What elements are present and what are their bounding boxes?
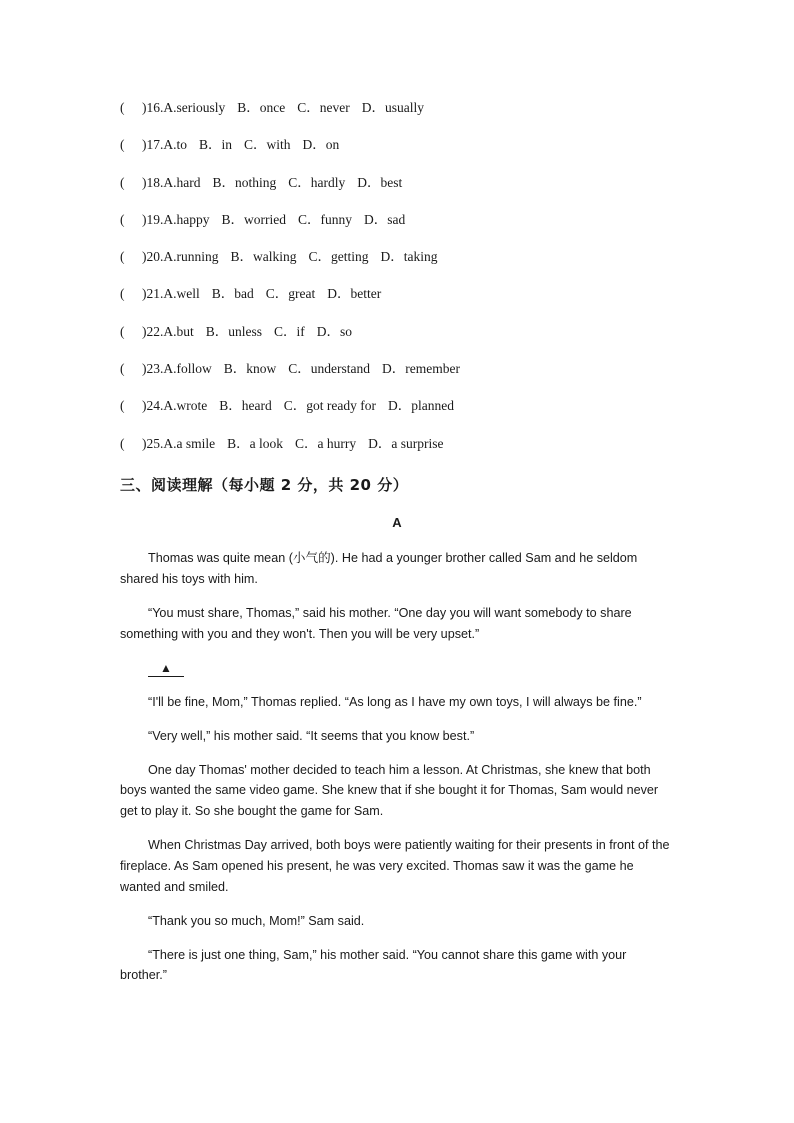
option-a: A.wrote: [163, 398, 208, 414]
option-c: C．got ready for: [283, 398, 376, 414]
option-d: D．taking: [380, 249, 438, 265]
option-b: B．bad: [211, 286, 254, 302]
option-d: D．best: [357, 174, 403, 190]
paragraph: Thomas was quite mean (小气的). He had a younger brother called Sam and he seldom shared his toys with him.: [120, 551, 638, 586]
answer-bracket[interactable]: (: [120, 211, 125, 227]
question-number: )17.: [142, 137, 164, 153]
option-c: C．if: [274, 323, 305, 339]
answer-bracket[interactable]: (: [120, 100, 125, 115]
option-a: A.happy: [163, 211, 210, 227]
option-c: C．hardly: [288, 174, 346, 190]
option-b: B．heard: [219, 398, 272, 414]
paragraph: “Very well,” his mother said. “It seems that you know best.”: [148, 728, 475, 743]
option-c: C．a hurry: [295, 435, 357, 451]
question-row-18: [120, 173, 720, 193]
question-number: )20.: [142, 249, 164, 265]
answer-bracket[interactable]: (: [120, 286, 125, 302]
option-c: C．understand: [288, 361, 371, 377]
option-d: D．remember: [382, 361, 460, 377]
blank-triangle-mark: ▲: [148, 660, 184, 677]
option-b: B．worried: [221, 211, 286, 227]
option-b: B．nothing: [212, 174, 277, 190]
question-row-24: [120, 396, 720, 416]
option-d: D．so: [316, 323, 353, 339]
option-a: A.running: [163, 249, 219, 265]
option-a: A.to: [163, 137, 187, 153]
option-c: C．never: [297, 100, 350, 115]
paragraph: “I'll be fine, Mom,” Thomas replied. “As long as I have my own toys, I will always be fine.”: [148, 694, 642, 709]
question-row-23: [120, 359, 720, 379]
paragraph: “You must share, Thomas,” said his mother. “One day you will want somebody to share something with you and they won't. Then you will be very upset.”: [120, 605, 632, 641]
question-number: )19.: [142, 211, 164, 227]
answer-bracket[interactable]: (: [120, 137, 125, 153]
question-row-21: [120, 284, 720, 304]
question-number: )24.: [142, 398, 164, 414]
option-b: B．in: [199, 137, 233, 153]
option-b: B．know: [223, 361, 277, 377]
question-list: [120, 98, 720, 471]
paragraph: “There is just one thing, Sam,” his mother said. “You cannot share this game with your brother.”: [120, 947, 627, 983]
question-row-20: [120, 247, 720, 267]
answer-bracket[interactable]: (: [120, 323, 125, 339]
question-number: )22.: [142, 323, 164, 339]
question-number: )21.: [142, 286, 164, 302]
question-number: )16.: [142, 100, 164, 115]
option-a: A.seriously: [163, 100, 226, 115]
answer-bracket[interactable]: (: [120, 361, 125, 377]
option-b: B．once: [237, 100, 286, 115]
question-row-22: [120, 322, 720, 342]
answer-blank[interactable]: [120, 658, 672, 679]
option-d: D．usually: [361, 100, 424, 115]
option-a: A.follow: [163, 361, 212, 377]
option-b: B．walking: [230, 249, 297, 265]
paragraph: One day Thomas' mother decided to teach him a lesson. At Christmas, she knew that both boys wanted the same video game. She knew that if she bought it for Thomas, Sam would never get to play it. So she bought the game for Sam.: [120, 762, 659, 819]
question-row-25: [120, 434, 720, 454]
option-d: D．planned: [387, 398, 454, 414]
option-d: D．on: [302, 137, 340, 153]
answer-bracket[interactable]: (: [120, 435, 125, 451]
option-d: D．better: [327, 286, 382, 302]
answer-bracket[interactable]: (: [120, 174, 125, 190]
option-c: C．great: [265, 286, 316, 302]
option-c: C．funny: [298, 211, 352, 227]
option-c: C．getting: [308, 249, 369, 265]
option-d: D．sad: [364, 211, 406, 227]
section-title: 三、阅读理解（每小题 2 分，共 20 分）: [120, 476, 409, 494]
question-row-16: [120, 98, 720, 118]
question-number: )18.: [142, 174, 164, 190]
option-a: A.hard: [163, 174, 201, 190]
option-a: A.but: [163, 323, 194, 339]
question-row-17: [120, 135, 720, 155]
question-number: )23.: [142, 361, 164, 377]
question-number: )25.: [142, 435, 164, 451]
option-a: A.well: [163, 286, 200, 302]
reading-passage: [120, 548, 672, 999]
answer-bracket[interactable]: (: [120, 249, 125, 265]
option-c: C．with: [244, 137, 291, 153]
option-d: D．a surprise: [368, 435, 444, 451]
answer-bracket[interactable]: (: [120, 398, 125, 414]
option-b: B．a look: [227, 435, 283, 451]
paragraph: When Christmas Day arrived, both boys were patiently waiting for their presents in front of the fireplace. As Sam opened his present, he was very excited. Thomas saw it was the game he wanted and smiled.: [120, 838, 670, 894]
paragraph: “Thank you so much, Mom!” Sam said.: [148, 913, 365, 928]
passage-letter: A: [392, 515, 402, 530]
option-b: B．unless: [205, 323, 263, 339]
question-row-19: [120, 210, 720, 230]
option-a: A.a smile: [163, 435, 216, 451]
